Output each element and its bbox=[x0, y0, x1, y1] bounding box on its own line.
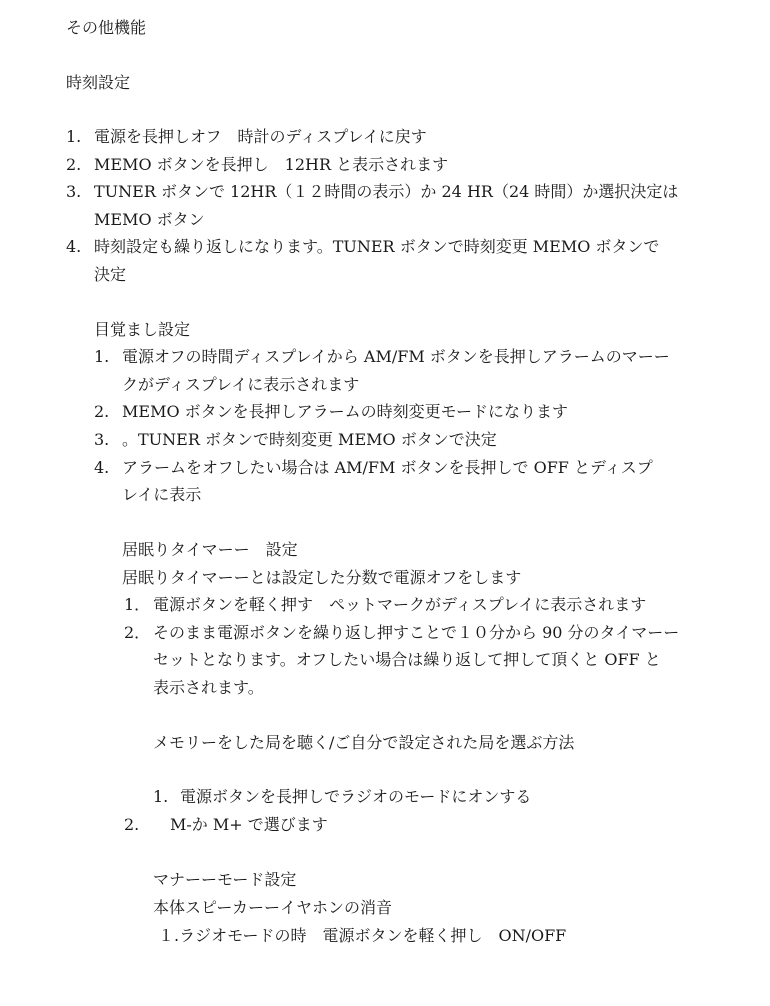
item-text: 決定 bbox=[94, 265, 127, 284]
sleep-heading: 居眠りタイマーー 設定 bbox=[122, 540, 298, 559]
item-text: M-か M+ で選びます bbox=[170, 815, 328, 834]
clock-heading: 時刻設定 bbox=[66, 73, 131, 92]
item-number: 2. bbox=[66, 155, 82, 174]
item-text: MEMO ボタンを長押し 12HR と表示されます bbox=[94, 155, 449, 174]
item-number: 4. bbox=[94, 458, 110, 477]
item-text: 。TUNER ボタンで時刻変更 MEMO ボタンで決定 bbox=[122, 430, 497, 449]
item-text: 電源ボタンを軽く押す ペットマークがディスプレイに表示されます bbox=[153, 595, 647, 614]
alarm-heading: 目覚まし設定 bbox=[94, 320, 191, 339]
manner-intro: 本体スピーカーーイヤホンの消音 bbox=[153, 898, 393, 917]
item-number: 4. bbox=[66, 237, 82, 256]
item-number: 2. bbox=[94, 402, 110, 421]
item-text: 時刻設定も繰り返しになります。TUNER ボタンで時刻変更 MEMO ボタンで bbox=[94, 237, 660, 256]
memory-heading: メモリーをした局を聴く/ご自分で設定された局を選ぶ方法 bbox=[153, 733, 575, 752]
item-text: 電源を長押しオフ 時計のディスプレイに戻す bbox=[94, 127, 427, 146]
item-text: MEMO ボタン bbox=[94, 210, 205, 229]
sleep-intro: 居眠りタイマーーとは設定した分数で電源オフをします bbox=[122, 568, 522, 587]
doc-title: その他機能 bbox=[66, 18, 147, 37]
item-number: 1. bbox=[153, 787, 169, 806]
item-text: セットとなります。オフしたい場合は繰り返して押して頂くと OFF と bbox=[153, 650, 661, 669]
item-number: 2． bbox=[124, 623, 151, 642]
item-number: 2. bbox=[124, 815, 140, 834]
item-number: 3. bbox=[66, 182, 82, 201]
item-number: 1. bbox=[66, 127, 82, 146]
item-text: 表示されます。 bbox=[153, 678, 264, 697]
item-text: レイに表示 bbox=[122, 485, 202, 504]
item-text: クがディスプレイに表示されます bbox=[122, 375, 360, 394]
item-text: 電源ボタンを長押しでラジオのモードにオンする bbox=[180, 787, 532, 806]
item-number: 1. bbox=[94, 347, 110, 366]
item-number: 3. bbox=[94, 430, 110, 449]
item-text: アラームをオフしたい場合は AM/FM ボタンを長押しで OFF とディスプ bbox=[122, 458, 653, 477]
item-text: TUNER ボタンで 12HR（１２時間の表示）か 24 HR（24 時間）か選択決定は bbox=[94, 182, 679, 201]
manner-item: １.ラジオモードの時 電源ボタンを軽く押し ON/OFF bbox=[158, 926, 567, 945]
item-text: MEMO ボタンを長押しアラームの時刻変更モードになります bbox=[122, 402, 569, 421]
item-number: 1． bbox=[124, 595, 151, 614]
item-text: そのまま電源ボタンを繰り返し押すことで１０分から 90 分のタイマーー bbox=[153, 623, 680, 642]
item-text: 電源オフの時間ディスプレイから AM/FM ボタンを長押しアラームのマーー bbox=[122, 347, 670, 366]
manner-heading: マナーーモード設定 bbox=[153, 870, 297, 889]
